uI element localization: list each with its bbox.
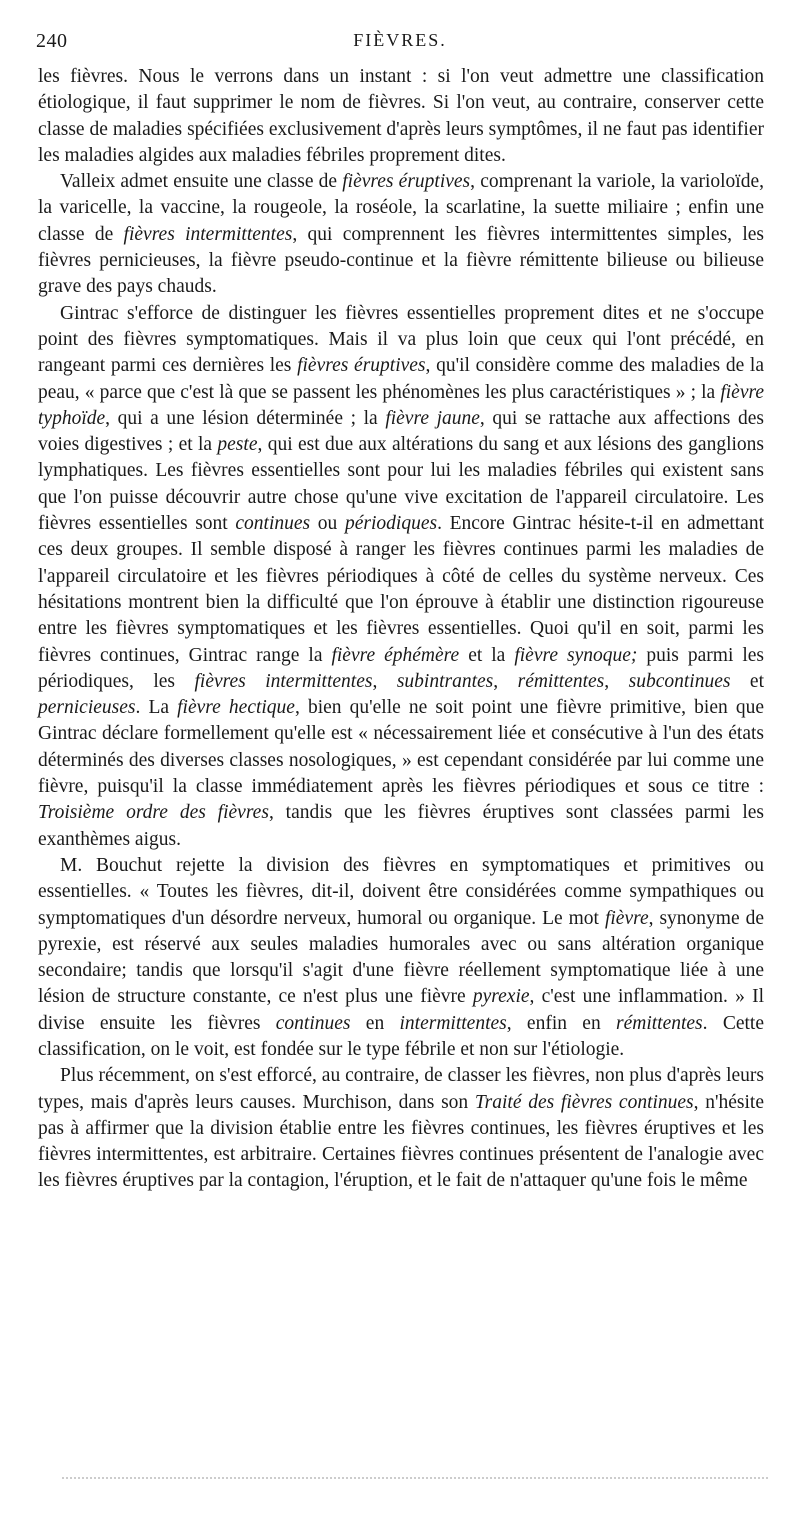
italic-term: continues [275,1012,351,1034]
italic-term: Troisième ordre des fièvres [38,802,269,824]
italic-term: fièvre synoque; [514,644,638,666]
italic-term: Traité des fièvres continues [474,1091,694,1113]
text-run: , [604,670,629,692]
italic-term: intermittentes [399,1012,507,1034]
italic-term: pernicieuses [38,697,136,719]
footer-bleed-through [62,1477,768,1481]
text-run: , [372,670,397,692]
text-run: , bien qu'elle ne soit point une fièvre primitive, bien que Gintrac déclare formellement qu'elle est « nécessairement liée et consécutive à l'un des états déterminés des diverses classes nosologiques, » est cependant considérée par lui comme une fièvre, puisqu'il la classe immédiatement après les fièvres périodiques et sous ce titre : [38,697,764,798]
text-run: et la [459,644,515,666]
paragraph [38,1063,764,1194]
paragraph [38,301,764,853]
italic-term: fièvres éruptives [297,355,426,377]
text-run: Gintrac s'efforce de distinguer les fièvres essentielles proprement dites et ne s'occupe point des fièvres symptomatiques. Mais il va plus loin que ceux qui l'ont précédé, en rangeant parmi ces dernières les [38,302,764,377]
text-run: Plus récemment, on s'est efforcé, au contraire, de classer les fièvres, non plus d'après leurs types, mais d'après leurs causes. Murchison, dans son [38,1065,764,1113]
text-run: puis parmi les périodiques, les [38,644,765,692]
italic-term: fièvre typhoïde [38,381,764,429]
text-run: , qui a une lésion déterminée ; la [105,407,386,429]
italic-term: rémittentes [517,670,605,692]
text-run: , enfin en [506,1012,616,1034]
italic-term: continues [235,513,311,535]
text-run: , tandis que les fièvres éruptives sont classées parmi les exanthèmes aigus. [38,802,764,850]
italic-term: subcontinues [628,670,731,692]
text-run: M. Bouchut rejette la division des fièvres en symptomatiques et primitives ou essentielles. « Toutes les fièvres, dit-il, doivent être considérées comme sympathiques ou symptomatiques d'un désordre nerveux, humoral ou organique. Le mot [38,854,764,929]
italic-term: fièvres intermittentes [123,223,293,245]
text-run: Valleix admet ensuite une classe de [60,171,343,193]
text-run: , c'est une inflammation. » Il divise ensuite les fièvres [38,986,764,1034]
body-text [38,64,764,1195]
italic-term: fièvre hectique [177,697,295,719]
text-run: ou [310,513,345,535]
text-run: , qu'il considère comme des maladies de la peau, « parce que c'est là que se passent les phénomènes les plus caractéristiques » ; la [38,355,764,403]
italic-term: fièvre jaune [385,407,480,429]
italic-term: rémittentes [616,1012,703,1034]
paragraph [38,64,764,169]
text-run: , [493,670,518,692]
italic-term: peste [217,434,258,456]
italic-term: pyrexie [472,986,530,1008]
italic-term: périodiques [344,513,438,535]
running-head: FIÈVRES. [353,30,447,50]
paragraph [38,853,764,1063]
text-run: , n'hésite pas à affirmer que la division établie entre les fièvres continues, les fièvres éruptives et les fièvres intermittentes, est arbitraire. Certaines fièvres continues présentent de l'analogie avec les fièvres éruptives par la contagion, l'éruption, et le fait de n'attaquer qu'une fois le même [38,1091,764,1192]
italic-term: subintrantes [396,670,494,692]
page-header [36,30,764,58]
text-run: , synonyme de pyrexie, est réservé aux seules maladies humorales avec ou sans altération organique secondaire; tandis que lorsqu'il s'agit d'une fièvre réellement symptomatique liée à une lésion de structure constante, ce n'est plus une fièvre [38,907,764,1008]
italic-term: fièvres éruptives [342,171,471,193]
italic-term: fièvre éphémère [331,644,460,666]
italic-term: fièvre [604,907,649,929]
text-run: en [350,1012,400,1034]
italic-term: fièvres intermittentes [194,670,373,692]
page-number: 240 [36,30,68,52]
text-run: . La [135,697,178,719]
text-run: . Cette classification, on le voit, est fondée sur le type fébrile et non sur l'étiologie. [38,1012,764,1060]
text-run: , comprenant la variole, la varioloïde, la varicelle, la vaccine, la rougeole, la roséole, la scarlatine, la suette miliaire ; enfin une classe de [38,171,765,245]
text-run: , qui est due aux altérations du sang et aux lésions des ganglions lymphatiques. Les fièvres essentielles sont pour lui les maladies fébriles qui existent sans que l'on puisse découvrir autre chose qu'une vive excitation de l'appareil circulatoire. Les fièvres essentielles sont [38,434,764,535]
text-run: les fièvres. Nous le verrons dans un instant : si l'on veut admettre une classification étiologique, il faut supprimer le nom de fièvres. Si l'on veut, au contraire, conserver cette classe de maladies spécifiées exclusivement d'après leurs symptômes, il ne faut pas identifier les maladies algides aux maladies fébriles proprement dites. [38,66,764,166]
text-run: . Encore Gintrac hésite-t-il en admettant ces deux groupes. Il semble disposé à ranger les fièvres continues parmi les maladies de l'appareil circulatoire et les fièvres périodiques à côté de celles du système nerveux. Ces hésitations montrent bien la difficulté que l'on éprouve à établir une distinction rigoureuse entre les fièvres symptomatiques et les fièvres essentielles. Quoi qu'il en soit, parmi les fièvres continues, Gintrac range la [38,513,765,666]
text-run: , qui comprennent les fièvres intermittentes simples, les fièvres pernicieuses, la fièvre pseudo-continue et la fièvre rémittente bilieuse ou bilieuse grave des pays chauds. [38,223,764,298]
text-run: et [730,670,765,692]
text-run: , qui se rattache aux affections des voies digestives ; et la [38,407,764,456]
paragraph [38,169,764,300]
